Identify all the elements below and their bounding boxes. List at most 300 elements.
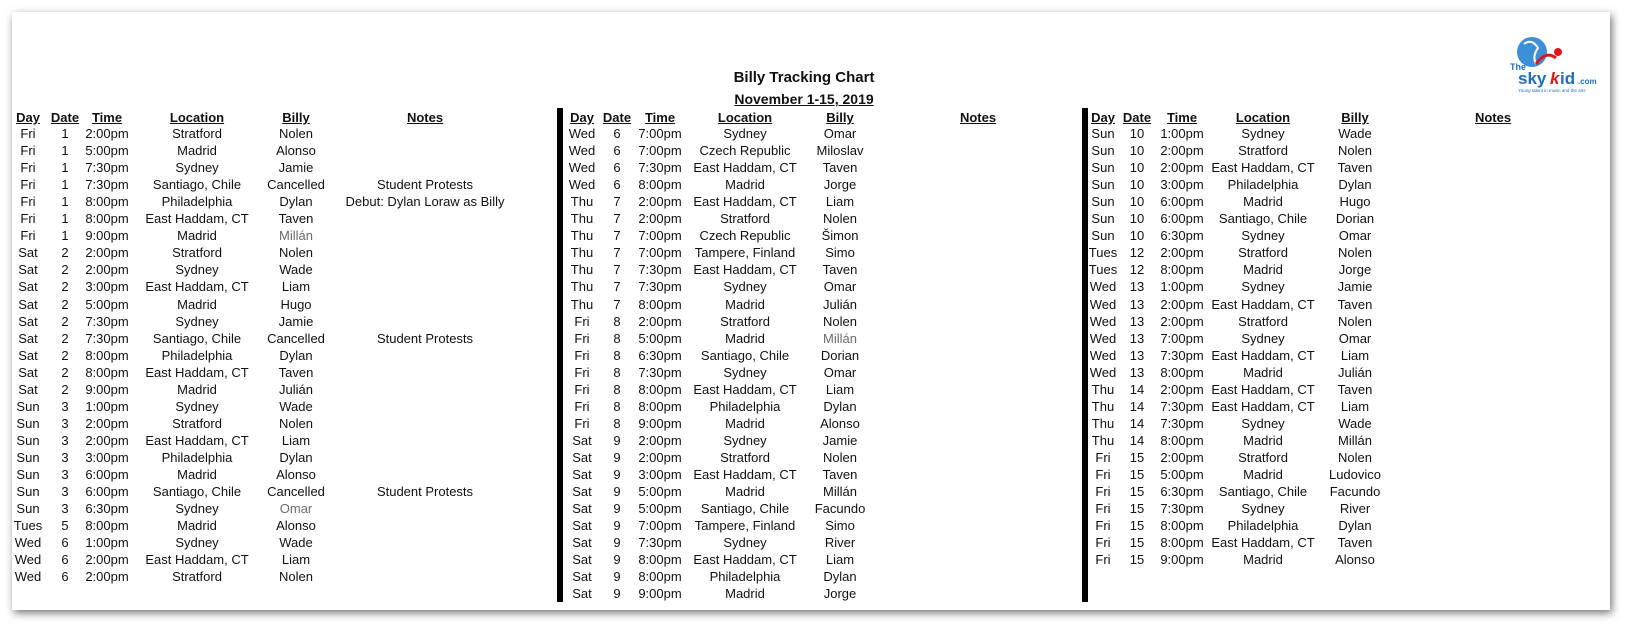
cell-billy: Jorge — [823, 586, 857, 602]
cell-billy: Omar — [823, 364, 857, 380]
cell-location: East Haddam, CT — [1211, 296, 1315, 312]
cell-day: Wed — [1089, 330, 1117, 346]
cell-day: Sat — [18, 347, 38, 363]
cell-location: Madrid — [725, 330, 765, 346]
cell-billy: Nolen — [823, 211, 857, 227]
cell-billy: Julián — [823, 296, 857, 312]
cell-location: Czech Republic — [699, 228, 791, 244]
cell-location: Philadelphia — [709, 398, 781, 414]
cell-location: Stratford — [1238, 449, 1288, 465]
cell-day: Wed — [1089, 347, 1117, 363]
cell-date: 15 — [1129, 501, 1145, 517]
cell-location: Stratford — [172, 245, 222, 261]
cell-time: 2:00pm — [1160, 245, 1204, 261]
cell-time: 7:30pm — [638, 364, 682, 380]
cell-location: Tampere, Finland — [694, 245, 796, 261]
cell-date: 10 — [1129, 143, 1145, 159]
cell-location: East Haddam, CT — [1211, 398, 1315, 414]
cell-date: 13 — [1129, 279, 1145, 295]
cell-location: Czech Republic — [699, 143, 791, 159]
cell-date: 10 — [1129, 126, 1145, 141]
cell-day: Fri — [574, 415, 590, 431]
cell-time: 8:00pm — [638, 177, 682, 193]
cell-date: 3 — [61, 415, 69, 431]
cell-time: 8:00pm — [638, 381, 682, 397]
cell-time: 7:30pm — [1160, 398, 1204, 414]
cell-date: 9 — [613, 501, 621, 517]
cell-time: 2:00pm — [85, 432, 129, 448]
cell-day: Fri — [20, 143, 36, 159]
header-notes: Notes — [1474, 110, 1512, 125]
cell-billy: Wade — [279, 535, 313, 551]
cell-time: 2:00pm — [1160, 449, 1204, 465]
cell-date: 15 — [1129, 535, 1145, 551]
cell-day: Fri — [20, 211, 36, 227]
cell-billy: Omar — [823, 279, 857, 295]
cell-date: 15 — [1129, 518, 1145, 534]
cell-location: Santiago, Chile — [152, 177, 242, 193]
cell-time: 8:00pm — [638, 552, 682, 568]
cell-day: Fri — [20, 126, 36, 141]
cell-time: 5:00pm — [638, 484, 682, 500]
cell-date: 6 — [613, 177, 621, 193]
cell-billy: Wade — [279, 262, 313, 278]
cell-day: Sat — [18, 262, 38, 278]
cell-billy: Dylan — [823, 398, 857, 414]
cell-date: 9 — [613, 518, 621, 534]
cell-day: Thu — [570, 194, 594, 210]
cell-location: Sydney — [1241, 279, 1285, 295]
cell-day: Fri — [574, 330, 590, 346]
cell-day: Wed — [14, 535, 42, 551]
cell-time: 8:00pm — [85, 347, 129, 363]
cell-time: 8:00pm — [638, 398, 682, 414]
cell-date: 2 — [61, 381, 69, 397]
cell-date: 9 — [613, 467, 621, 482]
cell-date: 9 — [613, 569, 621, 585]
cell-time: 7:00pm — [638, 143, 682, 159]
cell-location: Sydney — [1241, 330, 1285, 346]
cell-date: 7 — [613, 228, 621, 244]
cell-day: Wed — [1089, 313, 1117, 329]
cell-day: Sat — [572, 586, 592, 602]
cell-billy: Alonso — [276, 467, 316, 482]
column-divider — [557, 108, 563, 602]
cell-date: 10 — [1129, 211, 1145, 227]
cell-location: Madrid — [725, 415, 765, 431]
cell-date: 3 — [61, 467, 69, 482]
cell-date: 15 — [1129, 467, 1145, 482]
cell-time: 6:30pm — [1160, 228, 1204, 244]
cell-location: East Haddam, CT — [145, 432, 249, 448]
cell-time: 2:00pm — [638, 194, 682, 210]
cell-time: 3:00pm — [85, 449, 129, 465]
cell-billy: Taven — [822, 262, 858, 278]
cell-location: Stratford — [172, 415, 222, 431]
cell-billy: Alonso — [1335, 552, 1375, 568]
cell-billy: Julián — [1338, 364, 1372, 380]
cell-date: 8 — [613, 398, 621, 414]
cell-billy: Millán — [823, 484, 857, 500]
cell-day: Fri — [574, 381, 590, 397]
cell-location: Madrid — [177, 381, 217, 397]
svg-text:k: k — [1550, 69, 1560, 88]
cell-billy: Nolen — [279, 245, 313, 261]
cell-billy: Omar — [1338, 330, 1372, 346]
svg-text:.com: .com — [1578, 77, 1597, 86]
cell-location: Stratford — [172, 569, 222, 585]
cell-day: Thu — [1091, 415, 1115, 431]
cell-day: Sat — [572, 432, 592, 448]
cell-location: Sydney — [175, 535, 219, 551]
cell-time: 1:00pm — [85, 398, 129, 414]
cell-location: Sydney — [723, 432, 767, 448]
cell-date: 1 — [61, 228, 69, 244]
cell-billy: Taven — [822, 467, 858, 482]
cell-date: 10 — [1129, 160, 1145, 176]
cell-location: Stratford — [1238, 143, 1288, 159]
cell-date: 9 — [613, 586, 621, 602]
cell-date: 2 — [61, 245, 69, 261]
cell-billy: Nolen — [279, 415, 313, 431]
cell-time: 3:00pm — [638, 467, 682, 482]
cell-day: Tues — [1088, 245, 1118, 261]
cell-date: 15 — [1129, 449, 1145, 465]
cell-notes: Student Protests — [376, 484, 474, 500]
cell-day: Sat — [18, 245, 38, 261]
cell-location: Stratford — [1238, 245, 1288, 261]
header-date: Date — [50, 110, 80, 125]
cell-billy: Simo — [825, 245, 855, 261]
cell-location: Madrid — [1243, 262, 1283, 278]
cell-location: Madrid — [177, 467, 217, 482]
cell-billy: Alonso — [276, 143, 316, 159]
cell-date: 8 — [613, 313, 621, 329]
cell-date: 3 — [61, 484, 69, 500]
cell-date: 10 — [1129, 177, 1145, 193]
cell-time: 8:00pm — [1160, 535, 1204, 551]
cell-billy: Dylan — [279, 347, 313, 363]
cell-date: 1 — [61, 126, 69, 141]
header-day: Day — [570, 110, 594, 125]
cell-time: 6:30pm — [638, 347, 682, 363]
cell-day: Wed — [14, 552, 42, 568]
cell-location: Philadelphia — [161, 449, 233, 465]
cell-billy: Nolen — [823, 449, 857, 465]
cell-billy: Omar — [279, 501, 313, 517]
cell-location: Stratford — [172, 126, 222, 141]
cell-location: Madrid — [725, 484, 765, 500]
cell-billy: Jamie — [278, 160, 314, 176]
cell-day: Fri — [20, 228, 36, 244]
cell-day: Fri — [20, 177, 36, 193]
cell-day: Fri — [20, 194, 36, 210]
cell-date: 6 — [61, 569, 69, 585]
cell-time: 7:30pm — [85, 177, 129, 193]
cell-location: East Haddam, CT — [693, 467, 797, 482]
cell-location: Sydney — [175, 262, 219, 278]
cell-day: Wed — [1089, 279, 1117, 295]
cell-location: East Haddam, CT — [693, 262, 797, 278]
cell-billy: Taven — [278, 211, 314, 227]
cell-location: Sydney — [723, 364, 767, 380]
cell-day: Sat — [572, 467, 592, 482]
cell-day: Sat — [572, 518, 592, 534]
cell-day: Wed — [568, 126, 596, 141]
cell-location: Madrid — [177, 518, 217, 534]
cell-location: Sydney — [1241, 501, 1285, 517]
cell-date: 6 — [61, 535, 69, 551]
cell-billy: Hugo — [1339, 194, 1371, 210]
cell-location: East Haddam, CT — [145, 279, 249, 295]
cell-time: 7:00pm — [638, 228, 682, 244]
cell-date: 8 — [613, 330, 621, 346]
header-time: Time — [91, 110, 123, 125]
cell-day: Tues — [1088, 262, 1118, 278]
cell-date: 2 — [61, 347, 69, 363]
cell-date: 1 — [61, 160, 69, 176]
cell-billy: Taven — [1337, 160, 1373, 176]
cell-billy: Millán — [279, 228, 313, 244]
cell-day: Thu — [570, 262, 594, 278]
cell-time: 9:00pm — [1160, 552, 1204, 568]
cell-location: East Haddam, CT — [145, 211, 249, 227]
cell-location: Stratford — [1238, 313, 1288, 329]
cell-date: 13 — [1129, 330, 1145, 346]
cell-day: Fri — [1095, 518, 1111, 534]
cell-time: 2:00pm — [638, 211, 682, 227]
cell-billy: Nolen — [1338, 313, 1372, 329]
cell-location: Santiago, Chile — [700, 347, 790, 363]
cell-billy: Jorge — [1338, 262, 1372, 278]
cell-date: 6 — [613, 126, 621, 141]
cell-date: 8 — [613, 415, 621, 431]
cell-time: 7:30pm — [85, 313, 129, 329]
cell-time: 3:00pm — [85, 279, 129, 295]
cell-time: 6:30pm — [1160, 484, 1204, 500]
cell-billy: Dylan — [279, 449, 313, 465]
cell-billy: Jamie — [278, 313, 314, 329]
cell-day: Sat — [572, 449, 592, 465]
cell-billy: Wade — [279, 398, 313, 414]
cell-location: Madrid — [1243, 432, 1283, 448]
cell-day: Wed — [568, 177, 596, 193]
cell-location: Madrid — [725, 296, 765, 312]
cell-billy: Ludovico — [1328, 467, 1382, 482]
cell-time: 2:00pm — [638, 313, 682, 329]
cell-day: Thu — [570, 279, 594, 295]
cell-day: Sat — [18, 330, 38, 346]
cell-date: 14 — [1129, 398, 1145, 414]
cell-date: 2 — [61, 296, 69, 312]
cell-location: Sydney — [723, 126, 767, 141]
cell-time: 7:30pm — [638, 262, 682, 278]
cell-billy: Dylan — [279, 194, 313, 210]
cell-day: Thu — [570, 228, 594, 244]
cell-date: 3 — [61, 398, 69, 414]
cell-date: 8 — [613, 381, 621, 397]
cell-day: Fri — [574, 347, 590, 363]
cell-time: 2:00pm — [1160, 160, 1204, 176]
cell-date: 9 — [613, 552, 621, 568]
cell-date: 9 — [613, 484, 621, 500]
cell-time: 7:30pm — [638, 160, 682, 176]
cell-billy: Millán — [1338, 432, 1372, 448]
cell-date: 10 — [1129, 194, 1145, 210]
cell-date: 8 — [613, 364, 621, 380]
cell-time: 7:30pm — [638, 535, 682, 551]
cell-day: Fri — [1095, 449, 1111, 465]
cell-time: 8:00pm — [638, 569, 682, 585]
cell-day: Fri — [1095, 552, 1111, 568]
cell-billy: Nolen — [1338, 245, 1372, 261]
cell-date: 1 — [61, 211, 69, 227]
cell-billy: Omar — [823, 126, 857, 141]
cell-time: 5:00pm — [638, 330, 682, 346]
cell-location: Santiago, Chile — [152, 330, 242, 346]
cell-day: Fri — [1095, 467, 1111, 482]
cell-time: 8:00pm — [85, 364, 129, 380]
cell-time: 5:00pm — [85, 296, 129, 312]
header-notes: Notes — [406, 110, 444, 125]
cell-day: Sat — [18, 296, 38, 312]
cell-location: East Haddam, CT — [1211, 160, 1315, 176]
cell-billy: Facundo — [1329, 484, 1381, 500]
cell-location: Philadelphia — [1227, 518, 1299, 534]
cell-day: Sat — [18, 279, 38, 295]
cell-day: Sat — [18, 381, 38, 397]
cell-time: 8:00pm — [1160, 262, 1204, 278]
cell-location: Madrid — [1243, 552, 1283, 568]
cell-billy: Simo — [825, 518, 855, 534]
cell-date: 10 — [1129, 228, 1145, 244]
cell-location: East Haddam, CT — [693, 194, 797, 210]
cell-billy: Facundo — [814, 501, 866, 517]
cell-day: Thu — [570, 211, 594, 227]
cell-time: 2:00pm — [1160, 143, 1204, 159]
cell-notes: Debut: Dylan Loraw as Billy — [345, 194, 505, 210]
cell-time: 8:00pm — [1160, 518, 1204, 534]
cell-time: 2:00pm — [85, 126, 129, 141]
cell-location: Sydney — [175, 160, 219, 176]
cell-location: Stratford — [720, 313, 770, 329]
cell-location: East Haddam, CT — [1211, 381, 1315, 397]
cell-time: 2:00pm — [85, 552, 129, 568]
cell-time: 9:00pm — [85, 228, 129, 244]
cell-location: Sydney — [175, 398, 219, 414]
cell-billy: Millán — [823, 330, 857, 346]
cell-time: 2:00pm — [638, 449, 682, 465]
cell-day: Sun — [1091, 177, 1115, 193]
cell-day: Sun — [16, 432, 40, 448]
cell-day: Sun — [16, 415, 40, 431]
cell-date: 8 — [613, 347, 621, 363]
cell-location: Sydney — [723, 279, 767, 295]
cell-day: Sun — [1091, 194, 1115, 210]
cell-day: Sun — [16, 501, 40, 517]
cell-billy: Nolen — [823, 313, 857, 329]
cell-date: 5 — [61, 518, 69, 534]
cell-location: Sydney — [1241, 228, 1285, 244]
cell-date: 7 — [613, 211, 621, 227]
cell-time: 7:30pm — [638, 279, 682, 295]
cell-day: Fri — [20, 160, 36, 176]
cell-billy: Cancelled — [267, 484, 325, 500]
cell-location: Madrid — [1243, 194, 1283, 210]
cell-day: Wed — [1089, 296, 1117, 312]
header-location: Location — [169, 110, 225, 125]
cell-date: 13 — [1129, 296, 1145, 312]
cell-location: Madrid — [177, 228, 217, 244]
cell-billy: Cancelled — [267, 177, 325, 193]
cell-time: 8:00pm — [1160, 364, 1204, 380]
cell-time: 7:30pm — [1160, 415, 1204, 431]
cell-location: East Haddam, CT — [145, 364, 249, 380]
cell-location: East Haddam, CT — [693, 160, 797, 176]
cell-day: Sat — [18, 313, 38, 329]
cell-location: Madrid — [177, 296, 217, 312]
cell-location: Santiago, Chile — [152, 484, 242, 500]
cell-time: 2:00pm — [638, 432, 682, 448]
cell-day: Sun — [1091, 211, 1115, 227]
cell-day: Sun — [16, 449, 40, 465]
cell-date: 9 — [613, 432, 621, 448]
cell-location: Madrid — [725, 586, 765, 602]
cell-time: 7:00pm — [638, 245, 682, 261]
cell-time: 2:00pm — [1160, 313, 1204, 329]
cell-billy: Nolen — [279, 569, 313, 585]
cell-day: Wed — [568, 143, 596, 159]
cell-time: 6:30pm — [85, 501, 129, 517]
cell-location: East Haddam, CT — [145, 552, 249, 568]
cell-location: Sydney — [175, 313, 219, 329]
cell-time: 1:00pm — [1160, 126, 1204, 141]
cell-time: 8:00pm — [85, 194, 129, 210]
svg-text:Young talent in music and the: Young talent in music and the arts — [1518, 88, 1586, 93]
cell-day: Wed — [14, 569, 42, 585]
cell-time: 3:00pm — [1160, 177, 1204, 193]
cell-time: 6:00pm — [85, 467, 129, 482]
cell-date: 6 — [613, 160, 621, 176]
cell-billy: Dylan — [1338, 177, 1372, 193]
cell-date: 2 — [61, 313, 69, 329]
cell-day: Sat — [18, 364, 38, 380]
cell-time: 9:00pm — [85, 381, 129, 397]
cell-date: 3 — [61, 501, 69, 517]
cell-date: 2 — [61, 364, 69, 380]
cell-time: 7:30pm — [85, 160, 129, 176]
cell-time: 5:00pm — [1160, 467, 1204, 482]
cell-date: 7 — [613, 296, 621, 312]
cell-day: Sun — [1091, 228, 1115, 244]
header-date: Date — [602, 110, 632, 125]
cell-day: Sun — [1091, 160, 1115, 176]
cell-billy: Jamie — [822, 432, 858, 448]
cell-location: Tampere, Finland — [694, 518, 796, 534]
cell-billy: Miloslav — [816, 143, 864, 159]
cell-location: Santiago, Chile — [1218, 484, 1308, 500]
cell-date: 1 — [61, 194, 69, 210]
cell-day: Sat — [572, 501, 592, 517]
cell-location: Philadelphia — [161, 194, 233, 210]
cell-location: Madrid — [1243, 364, 1283, 380]
cell-billy: Liam — [281, 432, 311, 448]
cell-billy: Taven — [1337, 381, 1373, 397]
cell-time: 7:00pm — [1160, 330, 1204, 346]
cell-billy: Julián — [279, 381, 313, 397]
cell-billy: River — [1339, 501, 1371, 517]
cell-date: 15 — [1129, 484, 1145, 500]
